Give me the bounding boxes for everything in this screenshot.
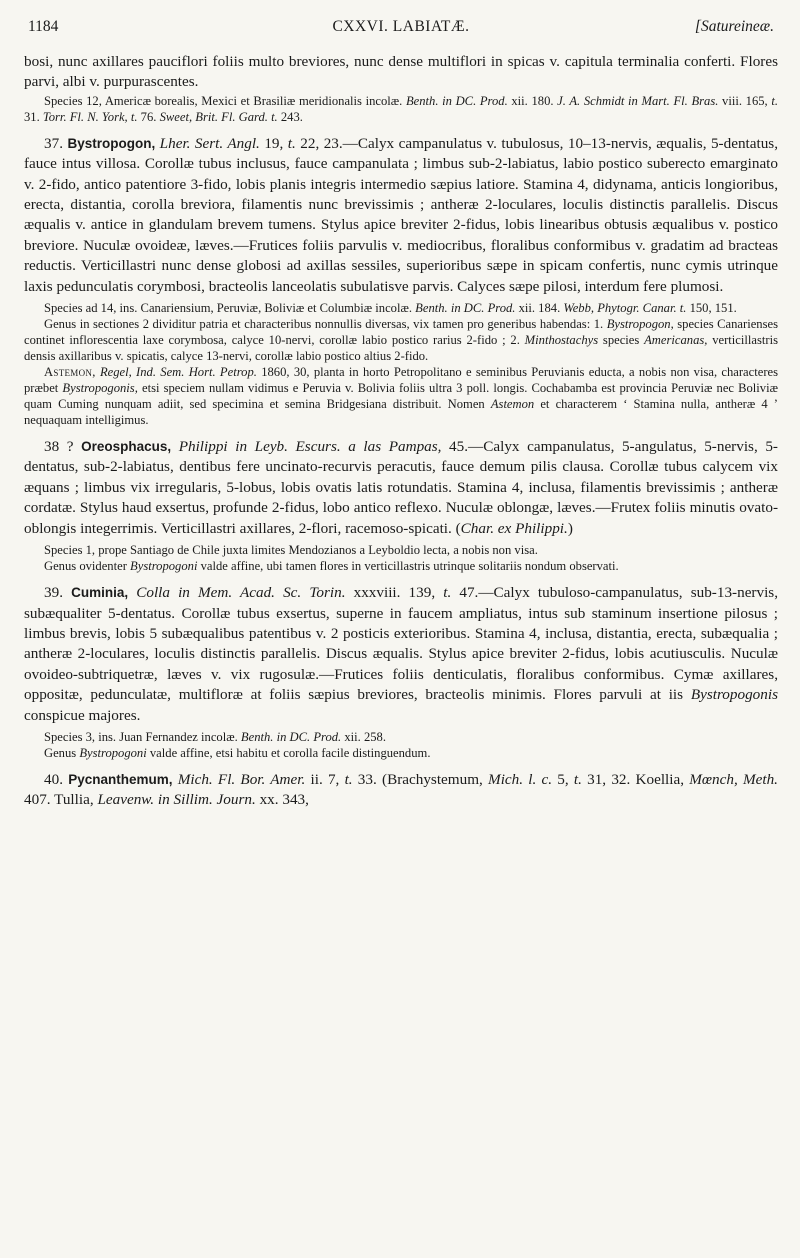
text-run: xii. 180. <box>507 93 558 108</box>
citation-italic: t. <box>679 301 687 316</box>
text-run: 33. (Brachystemum, <box>352 770 489 788</box>
text-run <box>171 438 179 455</box>
text-run: Species 12, Americæ borealis, Mexici et Brasiliæ meridionalis incolæ. <box>44 93 406 108</box>
text-run: 47.—Calyx tubuloso-campanulatus, sub-13-nervis, subæqualiter 5-dentatus. Corollæ tubus exsertus, superne in faucem ampliatus, intus sub staminum insertione pilosus ; limbus brevis, lobis 5 subæqualibus patentibus v. 2 posticis exterioribus. Stamina 4, inclusa, distantia, erecta, subæqualia ; antheræ 2-loculares, loculis distinctis parallelis. Discus æqualis. Stylus apice breviter 2-fidus, lobis acutiusculis. Nuculæ ovoideo-subtriquetræ, læves v. vix rugosulæ.—Frutices foliis denticulatis, floralibus conformibus. Cymæ axillares, oppositæ, pedunculatæ, multifloræ at foliis sæpius breviores, bracteolis minimis. Flores parvuli at iis <box>24 584 779 704</box>
text-run: conspicue majores. <box>24 706 141 724</box>
chapter-title: CXXVI. LABIATÆ. <box>332 18 470 35</box>
note-paragraph <box>24 300 778 316</box>
note-paragraph <box>24 558 778 574</box>
citation-italic: Minthostachys <box>524 333 599 348</box>
text-paragraph <box>24 437 778 539</box>
text-paragraph <box>24 52 778 93</box>
text-run: et characterem ‘ Stamina nulla, antheræ 4 ’ nequaquam intelligimus. <box>24 397 779 428</box>
page-body <box>24 52 778 811</box>
page-number: 1184 <box>28 18 59 35</box>
citation-italic: t. <box>443 584 452 602</box>
genus-name: Pycnanthemum, <box>68 771 173 787</box>
text-paragraph <box>24 134 778 297</box>
text-run: ii. 7, <box>305 770 345 788</box>
citation-italic: Bystropogonis <box>690 686 778 704</box>
citation-italic: Philippi in Leyb. Escurs. a las Pampas, <box>178 438 442 456</box>
note-paragraph <box>24 316 778 364</box>
text-run: Species 1, prope Santiago de Chile juxta limites Mendozianos a Leyboldio lecta, a nobis non visa. <box>44 543 538 558</box>
text-run: Species 3, ins. Juan Fernandez incolæ. <box>44 729 241 744</box>
text-run: 40. <box>44 770 69 788</box>
citation-italic: Leavenw. in Sillim. Journ. <box>97 791 256 809</box>
paragraph-gap <box>24 428 778 437</box>
citation-italic: Webb, Phytogr. Canar. <box>563 301 677 316</box>
citation-italic: Torr. Fl. N. York, <box>42 109 128 124</box>
text-run: etsi speciem nullam vidimus e Peruvia v. Bolivia foliis ultra 3 poll. longis. Cochabamba est provincia Peruviæ nec Boliviæ quam Cuming nunquam adiit, sed specimina et semina Bridgesiana distribuit. Nomen <box>24 381 779 412</box>
citation-italic: Benth. in DC. Prod. <box>240 729 342 744</box>
text-run: 37. <box>44 134 68 152</box>
citation-italic: Mich. Fl. Bor. Amer. <box>177 770 306 788</box>
citation-italic: Lher. Sert. Angl. <box>159 134 260 152</box>
genus-name: Oreosphacus, <box>81 439 172 455</box>
citation-italic: Colla in Mem. Acad. Sc. Torin. <box>136 584 346 602</box>
text-run: viii. 165, <box>718 93 772 108</box>
text-run: 31. <box>24 109 43 124</box>
note-paragraph <box>24 745 778 761</box>
text-run: species Canarienses continet inflorescentia laxe corymbosa, calyce 10-nervi, corollæ labio postico rarius 2-fido ; 2. <box>24 317 778 348</box>
text-run: 19, <box>259 134 288 152</box>
note-paragraph <box>24 364 778 428</box>
text-run: valde affine, ubi tamen flores in verticillastris utrinque solitariis nondum observati. <box>197 559 619 574</box>
text-run: Genus <box>44 745 80 760</box>
genus-name: Cuminia, <box>71 585 129 601</box>
text-run: Species ad 14, ins. Canariensium, Peruviæ, Boliviæ et Columbiæ incolæ. <box>44 301 416 316</box>
text-run: 39. <box>44 584 72 602</box>
text-run <box>128 584 136 601</box>
citation-italic: Mœnch, Meth. <box>689 770 778 788</box>
note-paragraph <box>24 542 778 558</box>
text-run: xx. 343, <box>255 791 309 809</box>
citation-italic: Bystropogoni <box>130 559 198 574</box>
text-run: 76. <box>137 109 160 124</box>
text-run: ) <box>567 519 573 537</box>
paragraph-gap <box>24 125 778 134</box>
note-paragraph <box>24 93 778 125</box>
running-header <box>24 18 778 42</box>
text-run: xii. 184. <box>515 301 564 316</box>
citation-italic: t. <box>573 770 582 788</box>
text-run: Genus ovidenter <box>44 559 131 574</box>
citation-italic: Regel, Ind. Sem. Hort. Petrop. <box>99 365 257 380</box>
text-paragraph <box>24 583 778 726</box>
note-paragraph <box>24 729 778 745</box>
citation-italic: Bystropogoni <box>79 745 147 760</box>
text-paragraph <box>24 770 778 811</box>
text-run: 243. <box>277 109 303 124</box>
citation-italic: t. <box>130 109 138 124</box>
text-run: bosi, nunc axillares pauciflori foliis multo breviores, nunc dense multiflori in spicas v. capitula terminalia conferti. Flores parvi, albi v. purpurascentes. <box>24 53 778 91</box>
citation-italic: J. A. Schmidt in Mart. Fl. Bras. <box>557 93 719 108</box>
text-run: 5, <box>552 770 574 788</box>
citation-italic: Sweet, Brit. Fl. Gard. <box>159 109 268 124</box>
text-run: 150, 151. <box>686 301 737 316</box>
citation-italic: Benth. in DC. Prod. <box>415 301 516 316</box>
text-run: species <box>598 333 645 348</box>
paragraph-gap <box>24 761 778 770</box>
citation-italic: t. <box>271 109 278 124</box>
citation-italic: t. <box>344 770 353 788</box>
citation-italic: t. <box>287 134 296 152</box>
citation-italic: Char. ex Philippi. <box>460 519 568 537</box>
text-run: 407. Tullia, <box>24 791 98 809</box>
text-run: 1860, 30, planta in horto Petropolitano e seminibus Peruvianis educta, a nobis non visa, characteres præbet <box>24 365 779 396</box>
text-run: verticillastris densis axillaribus v. spicatis, calyce 13-nervi, corollæ labio postico altius 2-fido. <box>24 333 778 364</box>
text-run: 38 ? <box>44 438 82 456</box>
text-run: valde affine, etsi habitu et corolla facile distinguendum. <box>146 745 431 760</box>
text-run: 31, 32. Koellia, <box>581 770 690 788</box>
citation-italic: Bystropogon, <box>606 317 674 332</box>
paragraph-gap <box>24 574 778 583</box>
text-run: xxxviii. 139, <box>345 584 444 602</box>
citation-italic: Bystropogonis, <box>62 381 138 396</box>
citation-italic: Mich. l. c. <box>488 770 553 788</box>
citation-italic: t. <box>771 93 778 108</box>
citation-italic: Benth. in DC. Prod. <box>405 93 508 108</box>
citation-italic: Americanas, <box>644 333 708 348</box>
tribe-name: [Satureineæ. <box>694 18 774 35</box>
genus-name: Bystropogon, <box>67 135 156 151</box>
citation-italic: Astemon <box>490 397 535 412</box>
text-run: 22, 23.—Calyx campanulatus v. tubulosus, 10–13-nervis, æqualis, 5-dentatus, fauce intus villosa. Corollæ tubus inclusus, fauce campanulata ; limbus sub-2-labiatus, labio postico suberecto emarginato v. 2-fido, antico patentiore 3-fido, lobis planis integris intermedio sæpius latiore. Stamina 4, didynama, anticis longioribus, erecta, distantia, corolla breviora, filamentis nunc brevissimis ; antheræ 2-loculares, loculis distinctis parallelis. Discus æqualis v. antice in glandulam brevem tumens. Stylus apice breviter 2-fidus, lobis linearibus obtusis æqualibus v. postico breviore. Nuculæ ovoideæ, læves.—Frutices foliis parvulis v. mediocribus, floralibus conformibus v. gradatim ad bracteas reductis. Verticillastri nunc dense globosi ad axillas sessiles, superioribus sæpe in spicam confertis, nunc cymis utrinque laxis pedunculatis corymbosi, bracteolis lanceolatis subulatisve parvis. Calyces sæpe pilosi, interdum fere plumosi. <box>24 134 779 295</box>
text-run: Genus in sectiones 2 dividitur patria et characteribus nonnullis diversas, vix tamen pro generibus habendas: 1. <box>44 317 607 332</box>
genus-synonym: Astemon, <box>44 365 96 380</box>
text-run: 45.—Calyx campanulatus, 5-angulatus, 5-nervis, 5-dentatus, sub-2-labiatus, dentibus fere uncinato-recurvis peracutis, fauce demum pilis clausa. Corollæ tubus calycem vix æquans ; limbus vix irregularis, 5-lobus, lobis ovatis latis rotundatis. Stamina 4, inclusa, filamentis brevissimis ; antheræ cordatæ. Stylus haud exsertus, profunde 2-fidus, lobo antico reflexo. Nuculæ oblongæ, læves.—Frutex foliis minutis ovato-oblongis integerrimis. Verticillastri axillares, 2-flori, racemoso-spicati. ( <box>24 438 778 537</box>
text-run: xii. 258. <box>341 729 386 744</box>
